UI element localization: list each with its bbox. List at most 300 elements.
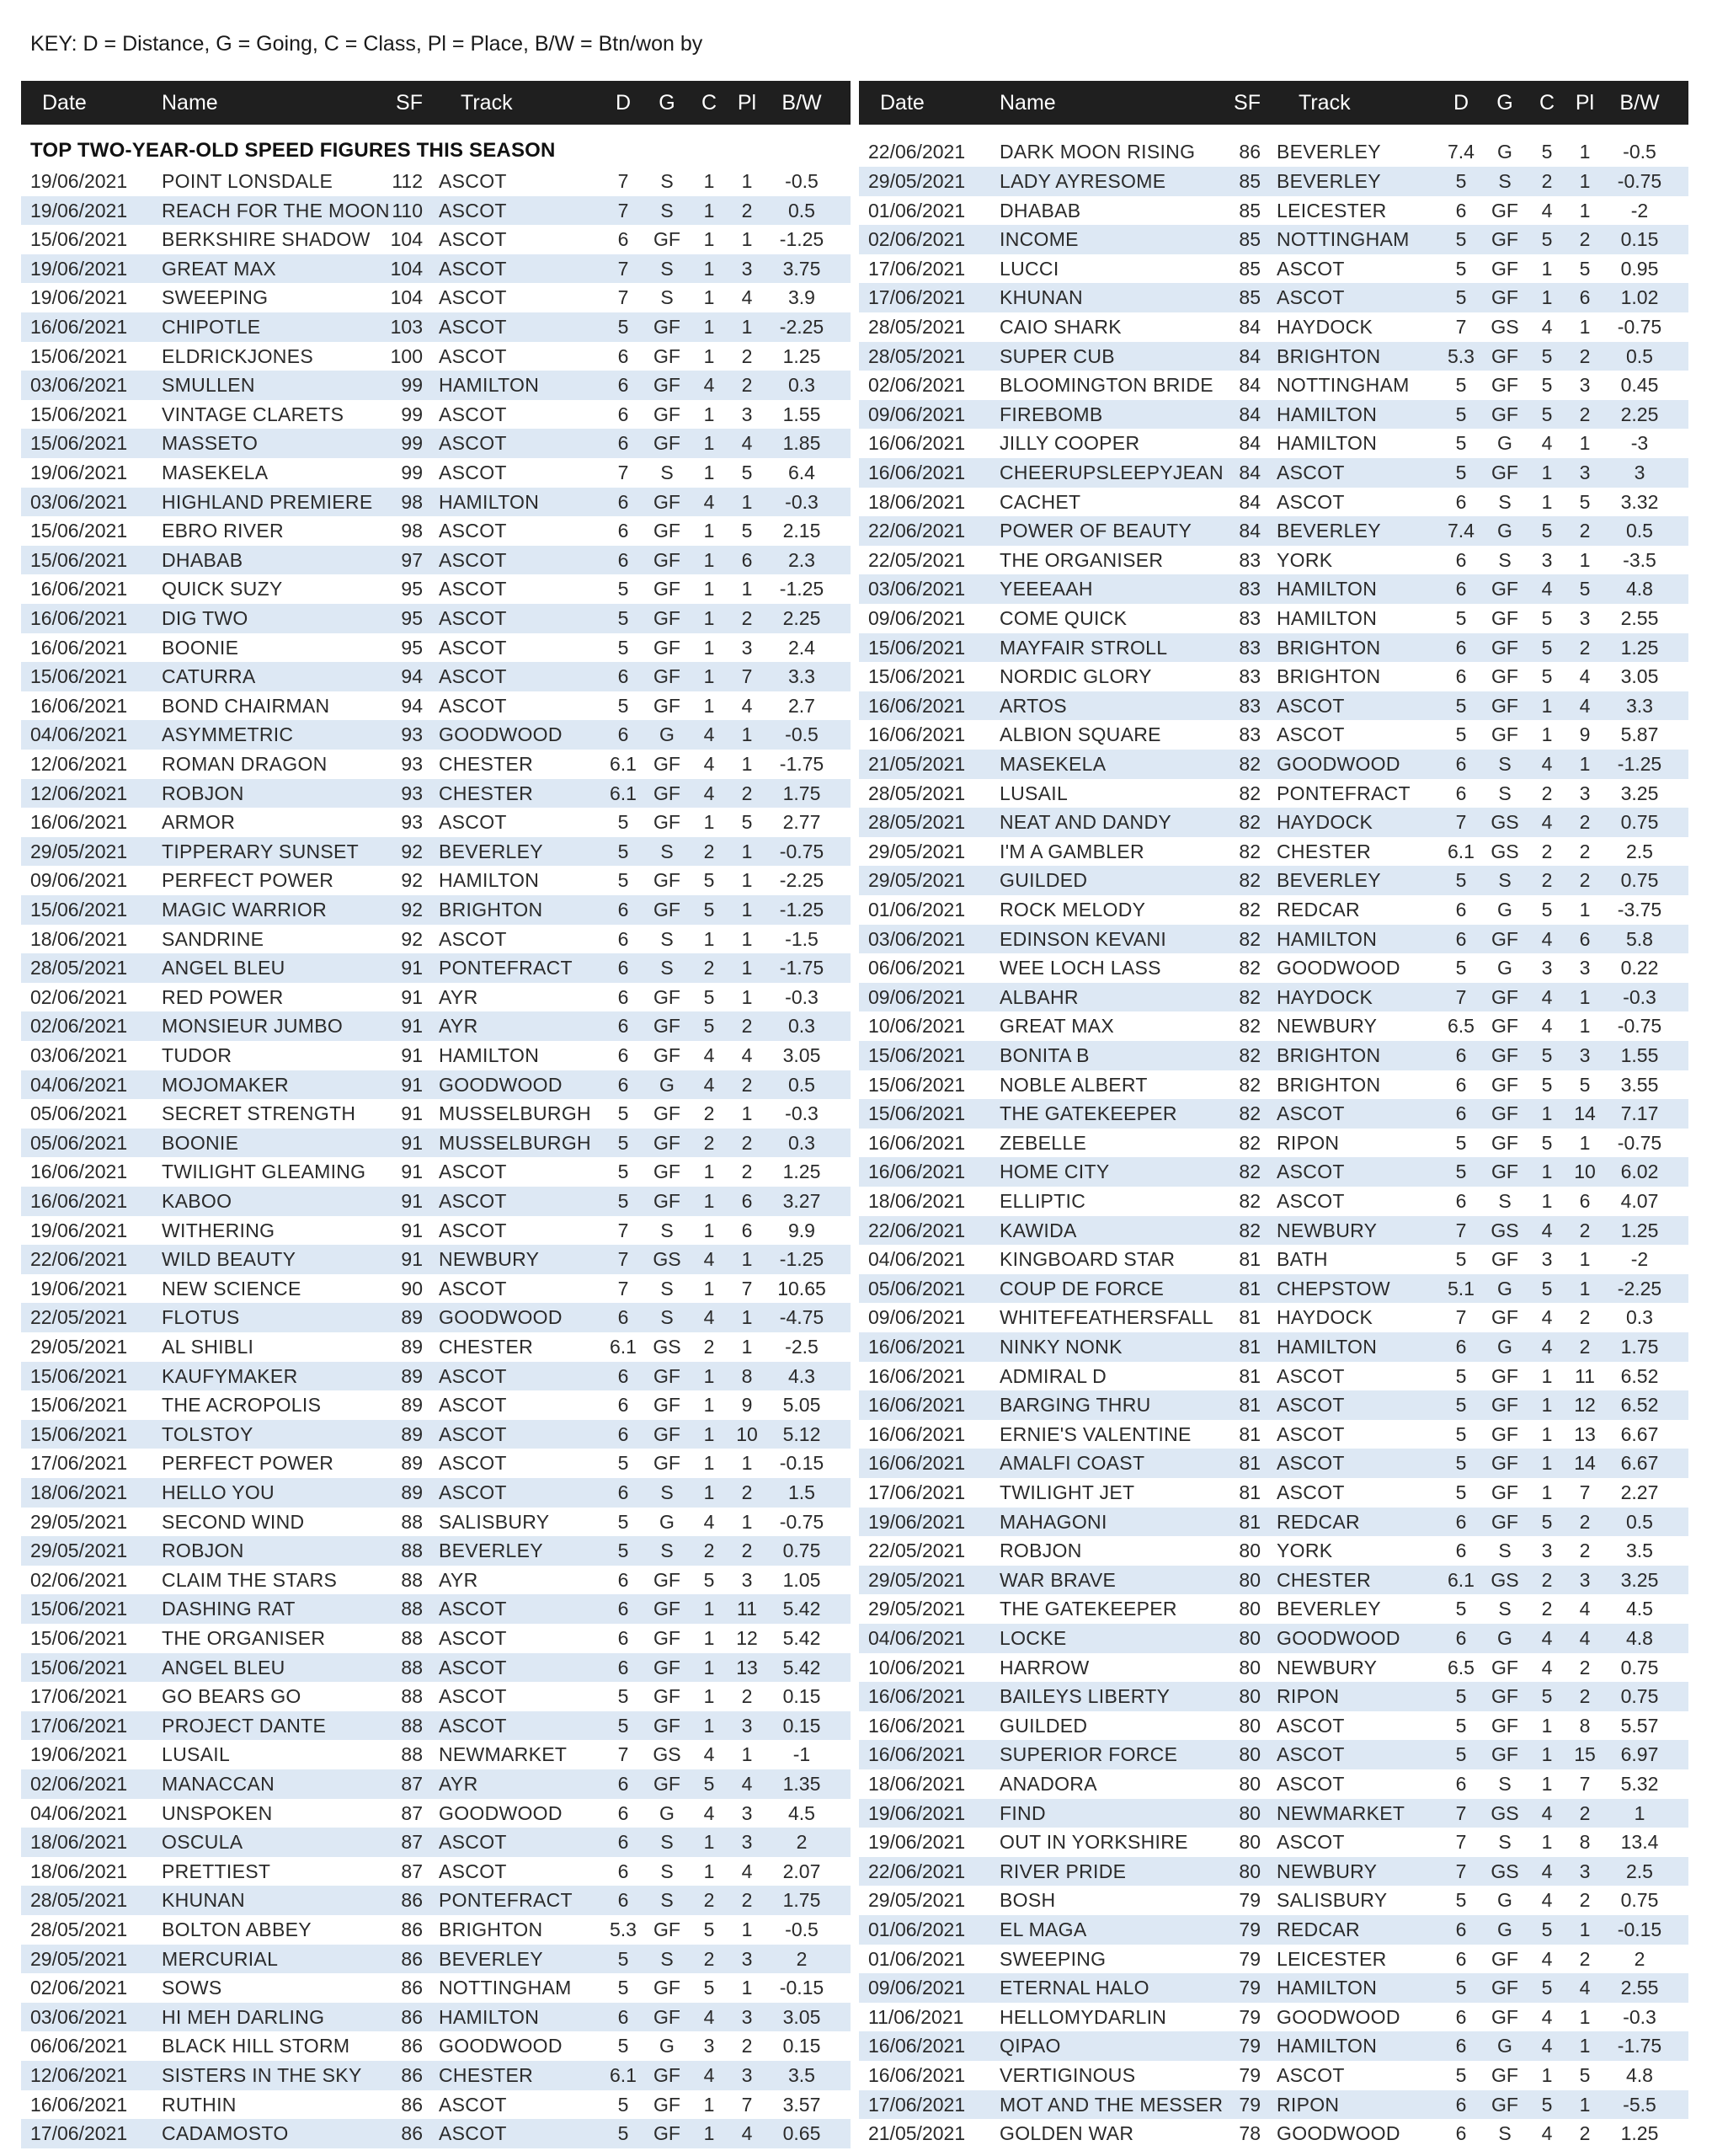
cell-class: 4 <box>1541 811 1553 834</box>
cell-class: 4 <box>703 1248 715 1271</box>
cell-distance: 7 <box>617 257 629 280</box>
cell-place: 5 <box>1579 257 1591 280</box>
cell-track: GOODWOOD <box>1277 753 1400 775</box>
cell-distance: 7 <box>617 286 629 309</box>
cell-class: 1 <box>703 1277 715 1299</box>
cell-btn-won-by: 0.75 <box>1620 1685 1659 1708</box>
cell-place: 4 <box>741 1044 753 1066</box>
cell-name: HELLO YOU <box>162 1481 275 1503</box>
cell-sf: 94 <box>401 694 423 717</box>
cell-date: 16/06/2021 <box>30 578 128 600</box>
cell-sf: 98 <box>401 520 423 542</box>
cell-date: 16/06/2021 <box>868 432 966 455</box>
cell-name: THE ORGANISER <box>162 1627 326 1649</box>
cell-place: 2 <box>741 1889 753 1912</box>
cell-place: 1 <box>1579 2035 1591 2057</box>
cell-track: NOTTINGHAM <box>439 1977 572 1999</box>
cell-sf: 82 <box>1239 927 1261 950</box>
cell-place: 6 <box>1579 286 1591 309</box>
cell-class: 3 <box>1541 1540 1553 1562</box>
cell-track: ASCOT <box>439 1422 507 1445</box>
header-g: G <box>659 91 675 115</box>
cell-btn-won-by: -2.5 <box>785 1336 819 1358</box>
table-row <box>859 1915 1688 1945</box>
cell-distance: 5 <box>617 1540 629 1562</box>
cell-place: 1 <box>741 1336 753 1358</box>
cell-track: ASCOT <box>1277 1773 1345 1795</box>
cell-going: GF <box>1491 374 1518 397</box>
cell-class: 5 <box>1541 607 1553 629</box>
cell-btn-won-by: 3.25 <box>1620 782 1659 804</box>
table-row <box>21 1187 851 1216</box>
cell-sf: 91 <box>401 1248 423 1271</box>
table-row <box>859 1740 1688 1769</box>
cell-name: RED POWER <box>162 985 284 1008</box>
cell-place: 2 <box>1579 811 1591 834</box>
cell-going: GF <box>1491 636 1518 659</box>
cell-track: ASCOT <box>1277 1422 1345 1445</box>
cell-class: 1 <box>1541 286 1553 309</box>
cell-name: SANDRINE <box>162 927 264 950</box>
cell-date: 18/06/2021 <box>868 490 966 513</box>
cell-sf: 81 <box>1239 1422 1261 1445</box>
cell-name: REACH FOR THE MOON <box>162 199 390 221</box>
cell-track: LEICESTER <box>1277 1947 1387 1970</box>
cell-track: ASCOT <box>439 403 507 425</box>
cell-sf: 86 <box>401 1889 423 1912</box>
cell-date: 15/06/2021 <box>30 1364 128 1387</box>
cell-going: S <box>660 462 674 483</box>
cell-sf: 88 <box>401 1656 423 1678</box>
table-row <box>859 1973 1688 2003</box>
cell-going: G <box>659 2035 675 2057</box>
cell-going: S <box>1498 1773 1512 1795</box>
table-row <box>21 720 851 750</box>
cell-sf: 81 <box>1239 1336 1261 1358</box>
cell-date: 05/06/2021 <box>868 1277 966 1299</box>
cell-date: 04/06/2021 <box>30 1801 128 1824</box>
cell-class: 2 <box>1541 869 1553 892</box>
cell-date: 28/05/2021 <box>30 957 128 979</box>
cell-track: CHESTER <box>439 782 534 804</box>
header-date: Date <box>42 91 87 115</box>
cell-btn-won-by: 3.05 <box>782 2005 821 2028</box>
cell-distance: 5 <box>1455 869 1467 892</box>
cell-sf: 80 <box>1239 1540 1261 1562</box>
cell-place: 9 <box>1579 723 1591 746</box>
cell-place: 2 <box>741 1481 753 1503</box>
cell-going: GF <box>1491 1364 1518 1387</box>
cell-btn-won-by: -0.15 <box>779 1977 824 1999</box>
cell-track: ASCOT <box>1277 1481 1345 1503</box>
cell-date: 03/06/2021 <box>30 1044 128 1066</box>
cell-btn-won-by: 1.55 <box>782 403 821 425</box>
cell-btn-won-by: -0.3 <box>785 490 819 513</box>
cell-distance: 5 <box>1455 286 1467 309</box>
cell-btn-won-by: 9.9 <box>788 1219 815 1241</box>
cell-going: GS <box>1491 811 1519 834</box>
cell-distance: 6 <box>1455 2005 1467 2028</box>
cell-distance: 7 <box>1455 1219 1467 1241</box>
cell-place: 14 <box>1574 1452 1596 1475</box>
cell-distance: 6 <box>617 2005 629 2028</box>
cell-distance: 7.4 <box>1448 520 1475 542</box>
table-row <box>21 400 851 430</box>
cell-date: 11/06/2021 <box>868 2005 964 2028</box>
header-pl: Pl <box>1575 91 1595 115</box>
cell-going: G <box>1497 141 1512 163</box>
cell-sf: 85 <box>1239 228 1261 251</box>
cell-class: 4 <box>1541 199 1553 221</box>
cell-btn-won-by: 0.75 <box>1620 1889 1659 1912</box>
cell-going: GF <box>653 578 680 600</box>
cell-track: GOODWOOD <box>439 723 563 746</box>
cell-track: HAMILTON <box>1277 2035 1378 2057</box>
cell-sf: 82 <box>1239 1044 1261 1066</box>
table-row <box>859 400 1688 430</box>
header-bw: B/W <box>1619 91 1660 115</box>
cell-sf: 83 <box>1239 636 1261 659</box>
cell-sf: 104 <box>390 228 423 251</box>
cell-date: 02/06/2021 <box>868 228 966 251</box>
cell-sf: 91 <box>401 1015 423 1038</box>
cell-sf: 83 <box>1239 548 1261 571</box>
cell-btn-won-by: 4.8 <box>1626 2064 1653 2086</box>
cell-distance: 6 <box>1455 1510 1467 1533</box>
table-row <box>21 196 851 226</box>
cell-track: HAMILTON <box>1277 1977 1378 1999</box>
cell-distance: 6 <box>617 1598 629 1620</box>
cell-class: 1 <box>703 1627 715 1649</box>
cell-name: BOND CHAIRMAN <box>162 694 330 717</box>
cell-sf: 81 <box>1239 1306 1261 1329</box>
cell-btn-won-by: 1.75 <box>782 782 821 804</box>
cell-going: GF <box>1491 228 1518 251</box>
cell-btn-won-by: -1.75 <box>779 957 824 979</box>
table-row <box>859 837 1688 867</box>
cell-class: 4 <box>703 2064 715 2086</box>
cell-btn-won-by: 0.5 <box>1626 1510 1653 1533</box>
table-row <box>859 953 1688 983</box>
cell-sf: 91 <box>401 1190 423 1212</box>
cell-btn-won-by: 1.85 <box>782 432 821 455</box>
cell-distance: 6 <box>1455 1073 1467 1096</box>
cell-sf: 88 <box>401 1627 423 1649</box>
cell-track: ASCOT <box>1277 286 1345 309</box>
cell-going: S <box>660 1831 674 1854</box>
cell-place: 3 <box>1579 462 1591 483</box>
cell-class: 5 <box>1541 374 1553 397</box>
cell-name: LOCKE <box>1000 1627 1067 1649</box>
cell-name: FIREBOMB <box>1000 403 1103 425</box>
header-c: C <box>701 91 717 115</box>
cell-place: 1 <box>1579 1919 1591 1940</box>
cell-sf: 88 <box>401 1568 423 1591</box>
table-row <box>859 1420 1688 1449</box>
cell-name: ROBJON <box>162 1540 244 1562</box>
table-row <box>21 1011 851 1041</box>
table-row <box>21 1624 851 1653</box>
cell-track: ASCOT <box>439 432 507 455</box>
table-row <box>21 1390 851 1420</box>
cell-name: HELLOMYDARLIN <box>1000 2005 1167 2028</box>
cell-track: ASCOT <box>1277 257 1345 280</box>
cell-going: GF <box>1491 199 1518 221</box>
cell-class: 4 <box>703 1306 715 1329</box>
cell-place: 1 <box>741 1248 753 1271</box>
table-row <box>21 225 851 254</box>
cell-place: 5 <box>1579 1073 1591 1096</box>
cell-going: GF <box>653 2005 680 2028</box>
cell-track: ASCOT <box>439 462 507 483</box>
cell-going: GF <box>1491 1044 1518 1066</box>
cell-going: GS <box>1491 1860 1519 1882</box>
cell-distance: 7 <box>1455 811 1467 834</box>
cell-name: RIVER PRIDE <box>1000 1860 1127 1882</box>
cell-place: 7 <box>1579 1481 1591 1503</box>
cell-place: 3 <box>741 403 753 425</box>
cell-place: 1 <box>741 1102 753 1125</box>
table-row <box>859 925 1688 954</box>
cell-going: GF <box>1491 1656 1518 1678</box>
cell-btn-won-by: 5.87 <box>1620 723 1659 746</box>
cell-name: BERKSHIRE SHADOW <box>162 228 371 251</box>
cell-distance: 6 <box>1455 1336 1467 1358</box>
cell-going: S <box>1498 170 1512 192</box>
cell-sf: 82 <box>1239 1102 1261 1125</box>
cell-going: S <box>1498 548 1512 571</box>
cell-distance: 5 <box>617 1977 629 1999</box>
cell-sf: 88 <box>401 1685 423 1708</box>
table-row <box>859 1362 1688 1391</box>
cell-name: ANGEL BLEU <box>162 957 285 979</box>
cell-track: ASCOT <box>439 548 507 571</box>
cell-class: 1 <box>703 462 715 483</box>
cell-place: 1 <box>741 1743 753 1766</box>
cell-btn-won-by: 3.3 <box>788 665 815 688</box>
cell-place: 2 <box>1579 840 1591 862</box>
cell-distance: 6.1 <box>1448 1568 1475 1591</box>
cell-name: NEAT AND DANDY <box>1000 811 1172 834</box>
cell-going: GS <box>1491 1801 1519 1824</box>
cell-sf: 84 <box>1239 316 1261 338</box>
cell-date: 15/06/2021 <box>30 228 128 251</box>
cell-going: S <box>1498 753 1512 775</box>
cell-place: 1 <box>741 1977 753 1999</box>
cell-btn-won-by: 2.4 <box>788 636 815 659</box>
cell-date: 17/06/2021 <box>868 257 966 280</box>
table-row <box>859 2090 1688 2120</box>
cell-track: AYR <box>439 1015 478 1038</box>
cell-name: THE ORGANISER <box>1000 548 1164 571</box>
cell-sf: 86 <box>401 2122 423 2145</box>
cell-name: SWEEPING <box>162 286 269 309</box>
table-row <box>21 167 851 196</box>
table-row <box>21 808 851 837</box>
cell-name: ALBION SQUARE <box>1000 723 1161 746</box>
cell-name: GREAT MAX <box>162 257 277 280</box>
cell-sf: 89 <box>401 1452 423 1475</box>
cell-going: GF <box>1491 1510 1518 1533</box>
cell-class: 4 <box>703 782 715 804</box>
cell-place: 1 <box>1579 432 1591 455</box>
cell-class: 1 <box>703 636 715 659</box>
cell-sf: 82 <box>1239 1131 1261 1154</box>
cell-track: BRIGHTON <box>439 899 543 921</box>
cell-distance: 6.5 <box>1448 1656 1475 1678</box>
table-row <box>859 1799 1688 1828</box>
cell-date: 16/06/2021 <box>868 1714 966 1737</box>
cell-going: GF <box>653 1364 680 1387</box>
cell-place: 3 <box>1579 1860 1591 1882</box>
cell-name: GUILDED <box>1000 869 1088 892</box>
table-row <box>21 633 851 663</box>
cell-going: GF <box>653 520 680 542</box>
cell-btn-won-by: 6.4 <box>788 462 815 483</box>
cell-class: 1 <box>703 548 715 571</box>
cell-track: ASCOT <box>439 1219 507 1241</box>
cell-distance: 6 <box>617 1773 629 1795</box>
cell-going: GF <box>1491 694 1518 717</box>
table-row <box>859 1041 1688 1070</box>
cell-date: 28/05/2021 <box>868 316 966 338</box>
cell-going: GS <box>1491 1568 1519 1591</box>
cell-track: BEVERLEY <box>439 1540 543 1562</box>
cell-going: G <box>1497 957 1512 979</box>
cell-class: 5 <box>703 899 715 921</box>
cell-going: GF <box>653 1452 680 1475</box>
table-row <box>21 2119 851 2148</box>
cell-sf: 89 <box>401 1336 423 1358</box>
cell-place: 5 <box>1579 2064 1591 2086</box>
cell-place: 2 <box>1579 1336 1591 1358</box>
cell-place: 2 <box>741 374 753 397</box>
table-row <box>21 1682 851 1711</box>
table-row <box>859 1011 1688 1041</box>
cell-class: 5 <box>1541 1977 1553 1999</box>
cell-name: SECRET STRENGTH <box>162 1102 356 1125</box>
cell-class: 2 <box>703 1889 715 1912</box>
cell-btn-won-by: -1.5 <box>785 927 819 950</box>
cell-track: ASCOT <box>439 665 507 688</box>
cell-place: 1 <box>741 170 753 192</box>
cell-name: WEE LOCH LASS <box>1000 957 1161 979</box>
cell-sf: 81 <box>1239 1364 1261 1387</box>
cell-class: 5 <box>1541 228 1553 251</box>
table-row <box>21 1886 851 1915</box>
cell-sf: 83 <box>1239 578 1261 600</box>
table-row <box>21 2061 851 2090</box>
cell-sf: 104 <box>390 286 423 309</box>
cell-place: 7 <box>741 665 753 688</box>
cell-sf: 95 <box>401 607 423 629</box>
cell-btn-won-by: -0.5 <box>785 170 819 192</box>
cell-place: 6 <box>741 1190 753 1212</box>
cell-sf: 86 <box>401 2093 423 2116</box>
cell-going: GF <box>1491 1161 1518 1183</box>
cell-date: 18/06/2021 <box>868 1190 966 1212</box>
table-row <box>859 1945 1688 1974</box>
cell-btn-won-by: 5.57 <box>1620 1714 1659 1737</box>
cell-name: YEEEAAH <box>1000 578 1093 600</box>
cell-track: ASCOT <box>439 1598 507 1620</box>
cell-place: 2 <box>1579 1219 1591 1241</box>
cell-track: ASCOT <box>439 286 507 309</box>
table-row <box>859 283 1688 312</box>
cell-date: 19/06/2021 <box>30 199 128 221</box>
table-row <box>859 312 1688 342</box>
cell-name: SECOND WIND <box>162 1510 305 1533</box>
table-row <box>859 1157 1688 1187</box>
cell-distance: 7 <box>1455 1831 1467 1854</box>
cell-distance: 6 <box>1455 578 1467 600</box>
cell-class: 1 <box>703 1364 715 1387</box>
cell-name: ARMOR <box>162 811 236 834</box>
cell-btn-won-by: 2.27 <box>1620 1481 1659 1503</box>
header-date: Date <box>880 91 925 115</box>
cell-date: 22/06/2021 <box>868 141 966 163</box>
cell-date: 18/06/2021 <box>30 927 128 950</box>
cell-date: 29/05/2021 <box>868 1568 966 1591</box>
cell-name: KAUFYMAKER <box>162 1364 298 1387</box>
cell-distance: 7 <box>617 1219 629 1241</box>
cell-going: GF <box>1491 1947 1518 1970</box>
table-row <box>21 866 851 895</box>
header-sf: SF <box>1234 91 1261 115</box>
cell-place: 2 <box>1579 403 1591 425</box>
cell-distance: 6 <box>617 1568 629 1591</box>
cell-btn-won-by: 10.65 <box>777 1277 826 1299</box>
cell-place: 2 <box>1579 869 1591 892</box>
cell-btn-won-by: 3.05 <box>1620 665 1659 688</box>
cell-place: 6 <box>741 548 753 571</box>
cell-going: GF <box>1491 1452 1518 1475</box>
cell-track: GOODWOOD <box>1277 957 1400 979</box>
cell-track: GOODWOOD <box>1277 2005 1400 2028</box>
cell-date: 15/06/2021 <box>30 520 128 542</box>
header-sf: SF <box>396 91 423 115</box>
cell-date: 15/06/2021 <box>30 665 128 688</box>
cell-distance: 6 <box>1455 490 1467 513</box>
cell-name: TOLSTOY <box>162 1422 253 1445</box>
cell-name: KABOO <box>162 1190 232 1212</box>
cell-going: S <box>1498 2122 1512 2145</box>
cell-sf: 82 <box>1239 753 1261 775</box>
cell-btn-won-by: 0.75 <box>782 1540 821 1562</box>
cell-place: 3 <box>741 636 753 659</box>
cell-sf: 83 <box>1239 723 1261 746</box>
cell-name: DHABAB <box>162 548 243 571</box>
cell-sf: 79 <box>1239 2064 1261 2086</box>
table-row <box>859 488 1688 517</box>
cell-btn-won-by: 0.3 <box>1626 1306 1653 1329</box>
cell-going: GF <box>653 1773 680 1795</box>
cell-track: BEVERLEY <box>1277 1598 1381 1620</box>
cell-track: BATH <box>1277 1248 1328 1271</box>
cell-going: G <box>1497 1336 1512 1358</box>
cell-track: ASCOT <box>439 344 507 367</box>
table-row <box>21 983 851 1012</box>
cell-class: 1 <box>703 1190 715 1212</box>
cell-class: 4 <box>1541 578 1553 600</box>
cell-date: 16/06/2021 <box>868 1364 966 1387</box>
cell-going: S <box>660 1889 674 1912</box>
cell-class: 1 <box>703 432 715 455</box>
cell-date: 01/06/2021 <box>868 1947 966 1970</box>
cell-btn-won-by: -1.25 <box>1617 753 1662 775</box>
cell-distance: 5 <box>1455 1452 1467 1475</box>
cell-date: 28/05/2021 <box>30 1889 128 1912</box>
